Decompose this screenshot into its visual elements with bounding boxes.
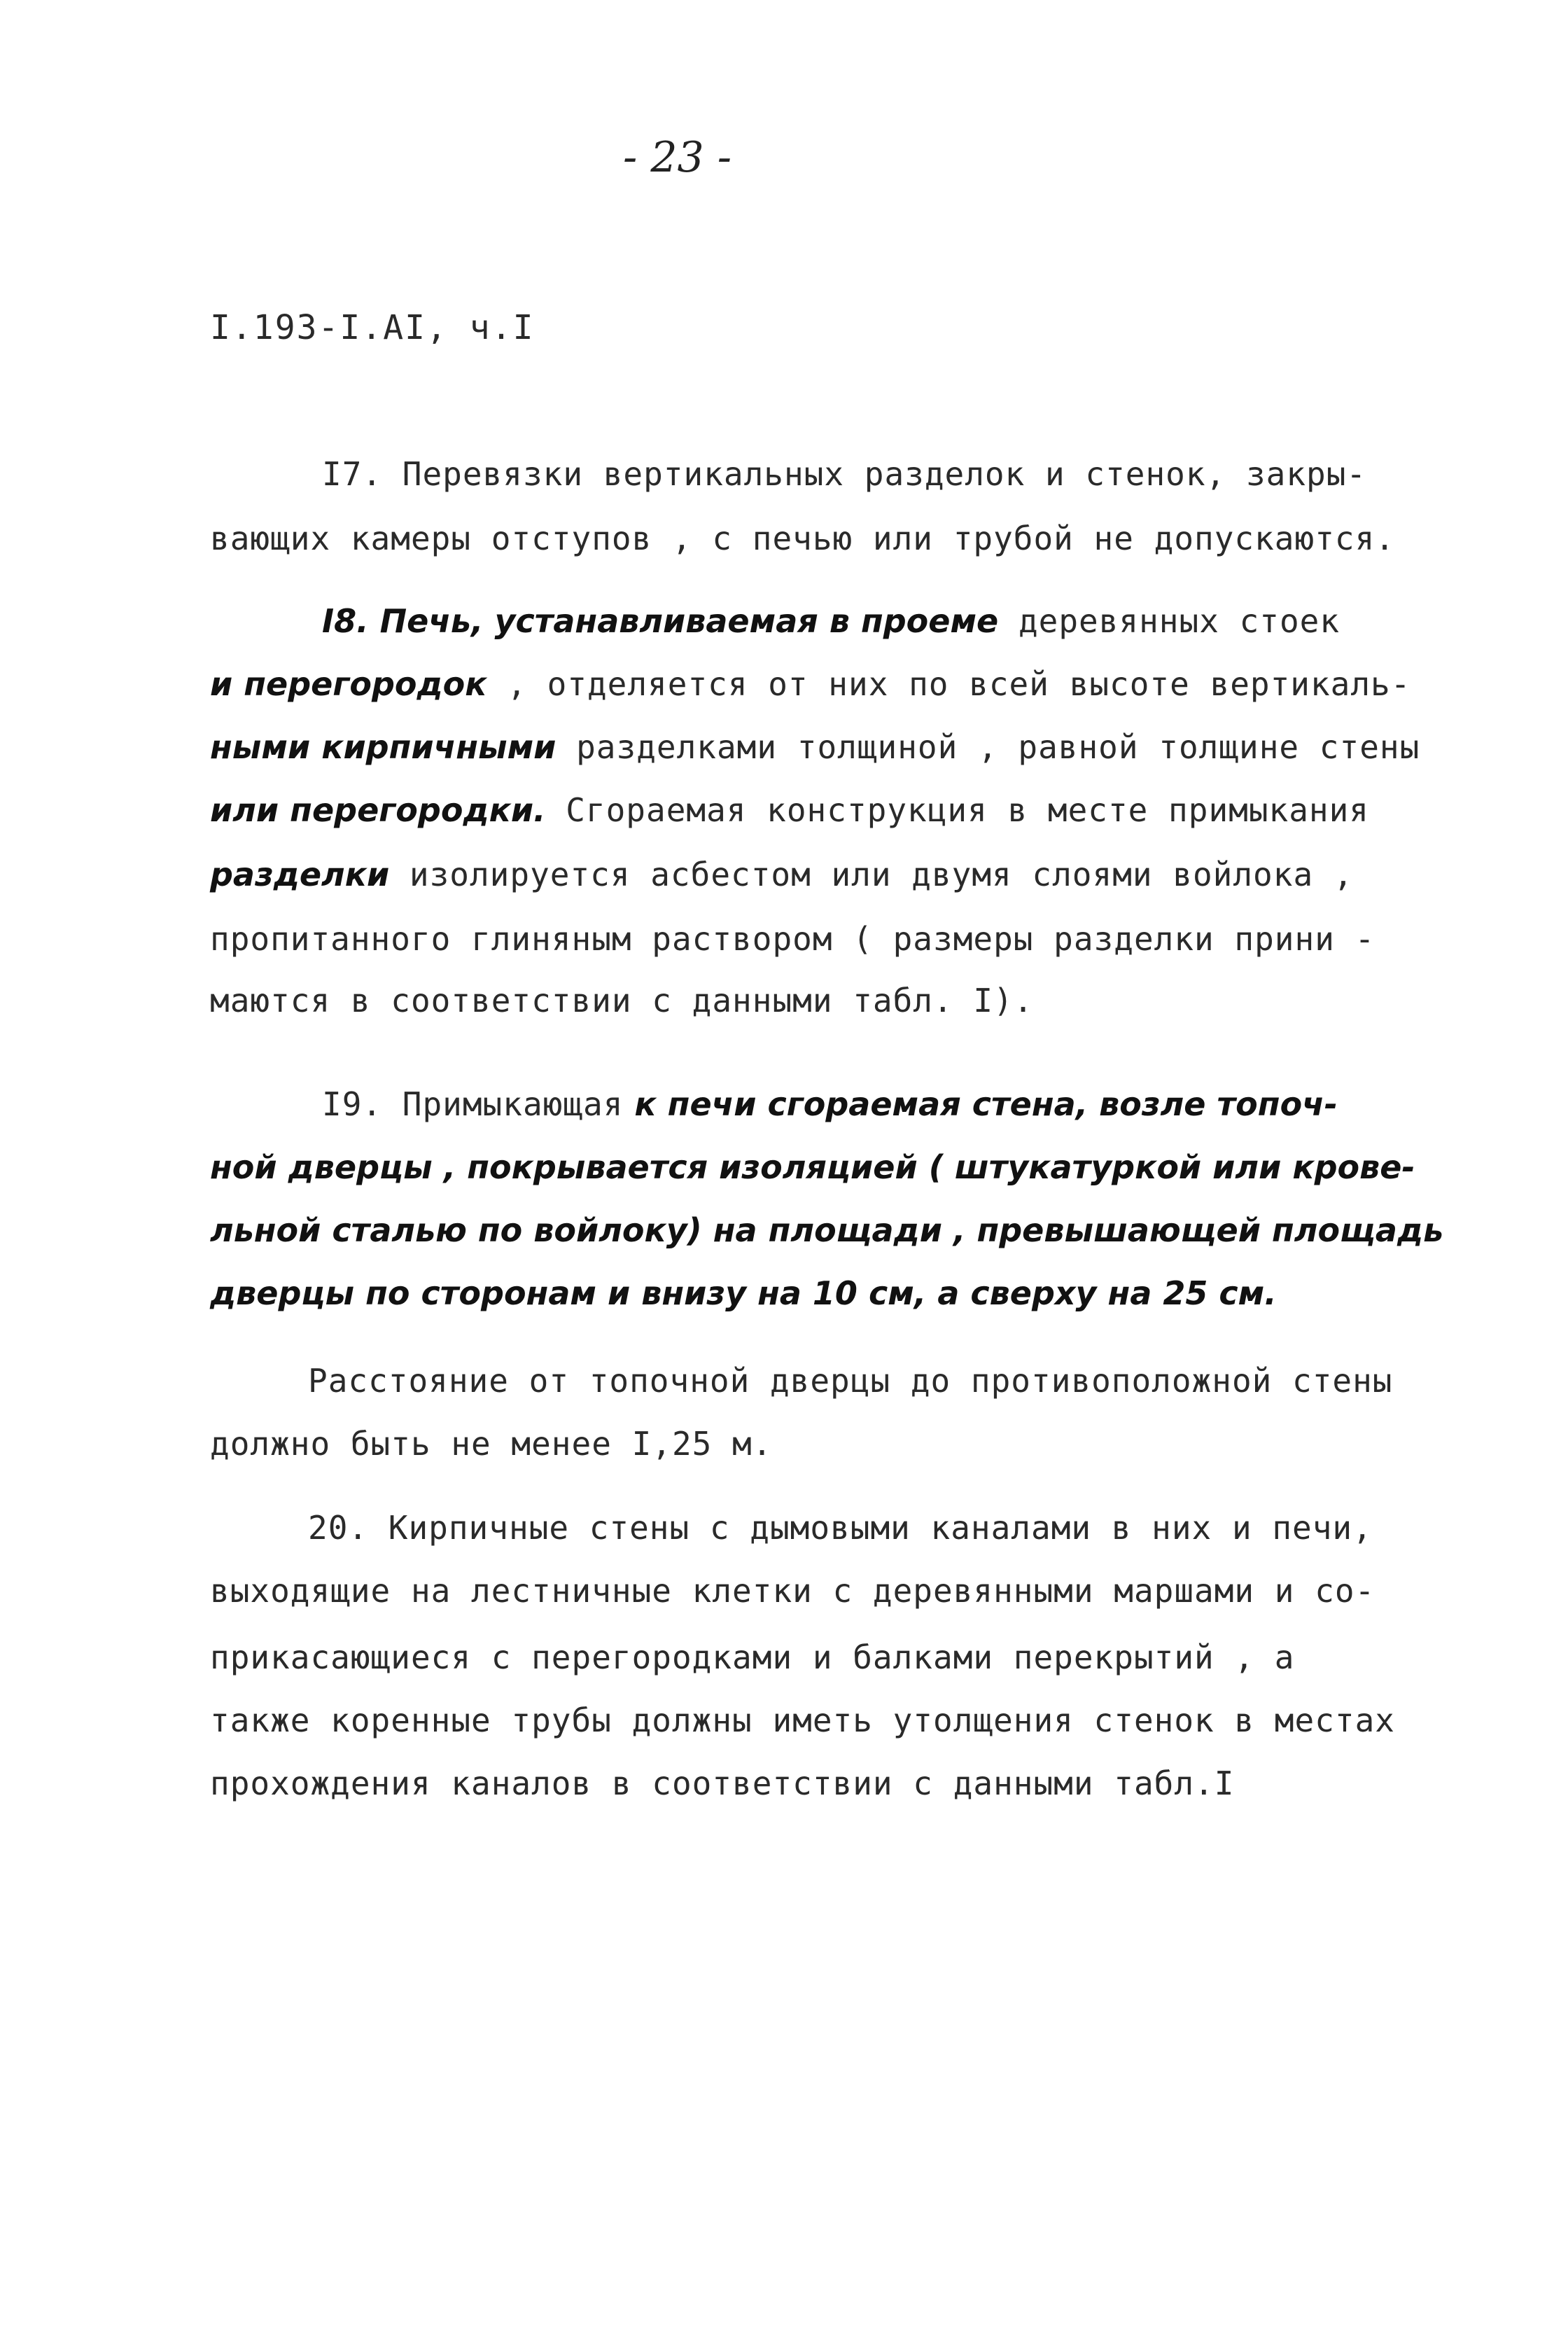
page-number: - 23 - bbox=[623, 133, 732, 182]
typed-text: деревянных стоек bbox=[998, 602, 1340, 640]
paragraph-line bbox=[210, 920, 1375, 958]
paragraph-line bbox=[210, 1148, 1415, 1186]
handwritten-text: I8. Печь, устанавливаемая в проеме bbox=[322, 602, 999, 640]
paragraph-line bbox=[210, 1572, 1375, 1610]
handwritten-text: или перегородки. bbox=[210, 791, 546, 829]
typed-text: также коренные трубы должны иметь утолщения стенок в местах bbox=[210, 1701, 1395, 1739]
typed-text: прохождения каналов в соответствии с данными табл.I bbox=[210, 1764, 1235, 1802]
typed-text: Сгораемая конструкция в месте примыкания bbox=[545, 791, 1369, 829]
handwritten-text: к печи сгораемая стена, возле топоч- bbox=[623, 1085, 1338, 1123]
handwritten-text: льной сталью по войлоку) на площади , превышающей площадь bbox=[210, 1211, 1444, 1249]
paragraph-line bbox=[210, 520, 1395, 557]
paragraph-line bbox=[308, 1362, 1393, 1400]
paragraph-line bbox=[210, 1274, 1277, 1312]
paragraph-line bbox=[210, 791, 1369, 829]
paragraph-line bbox=[210, 982, 1033, 1019]
typed-text: I9. Примыкающая bbox=[322, 1085, 624, 1123]
typed-text: , отделяется от них по всей высоте вертикаль- bbox=[486, 665, 1411, 703]
typed-text: 20. Кирпичные стены с дымовыми каналами в них и печи, bbox=[308, 1509, 1373, 1547]
paragraph-line bbox=[210, 665, 1410, 703]
document-code: I.193-I.AI, ч.I bbox=[210, 308, 535, 347]
typed-text: вающих камеры отступов , с печью или трубой не допускаются. bbox=[210, 520, 1395, 557]
typed-text: Расстояние от топочной дверцы до противоположной стены bbox=[308, 1362, 1393, 1400]
paragraph-line bbox=[322, 455, 1366, 493]
typed-text: должно быть не менее I,25 м. bbox=[210, 1425, 773, 1463]
typed-text: изолируется асбестом или двумя слоями войлока , bbox=[389, 856, 1354, 893]
typed-text: прикасающиеся с перегородками и балками перекрытий , а bbox=[210, 1638, 1295, 1676]
paragraph-line bbox=[210, 856, 1354, 893]
handwritten-text: дверцы по сторонам и внизу на 10 см, а сверху на 25 см. bbox=[210, 1274, 1277, 1312]
paragraph-line bbox=[322, 602, 1340, 640]
typed-text: выходящие на лестничные клетки с деревянными маршами и со- bbox=[210, 1572, 1376, 1610]
handwritten-text: ной дверцы , покрывается изоляцией ( штукатуркой или крове- bbox=[210, 1148, 1415, 1186]
handwritten-text: ными кирпичными bbox=[210, 728, 556, 766]
paragraph-line bbox=[210, 1638, 1295, 1676]
paragraph-line bbox=[322, 1085, 1338, 1123]
paragraph-line bbox=[210, 1211, 1443, 1249]
typed-text: I7. Перевязки вертикальных разделок и стенок, закры- bbox=[322, 455, 1367, 493]
typed-text: пропитанного глиняным раствором ( размеры разделки прини - bbox=[210, 920, 1376, 958]
typed-text: маются в соответствии с данными табл. I). bbox=[210, 982, 1034, 1019]
paragraph-line bbox=[210, 1764, 1234, 1802]
paragraph-line bbox=[210, 728, 1420, 766]
paragraph-line bbox=[308, 1509, 1373, 1547]
handwritten-text: разделки bbox=[210, 856, 390, 893]
paragraph-line bbox=[210, 1701, 1395, 1739]
typed-text: разделками толщиной , равной толщине стены bbox=[556, 728, 1420, 766]
paragraph-line bbox=[210, 1425, 772, 1463]
handwritten-text: и перегородок bbox=[210, 665, 487, 703]
